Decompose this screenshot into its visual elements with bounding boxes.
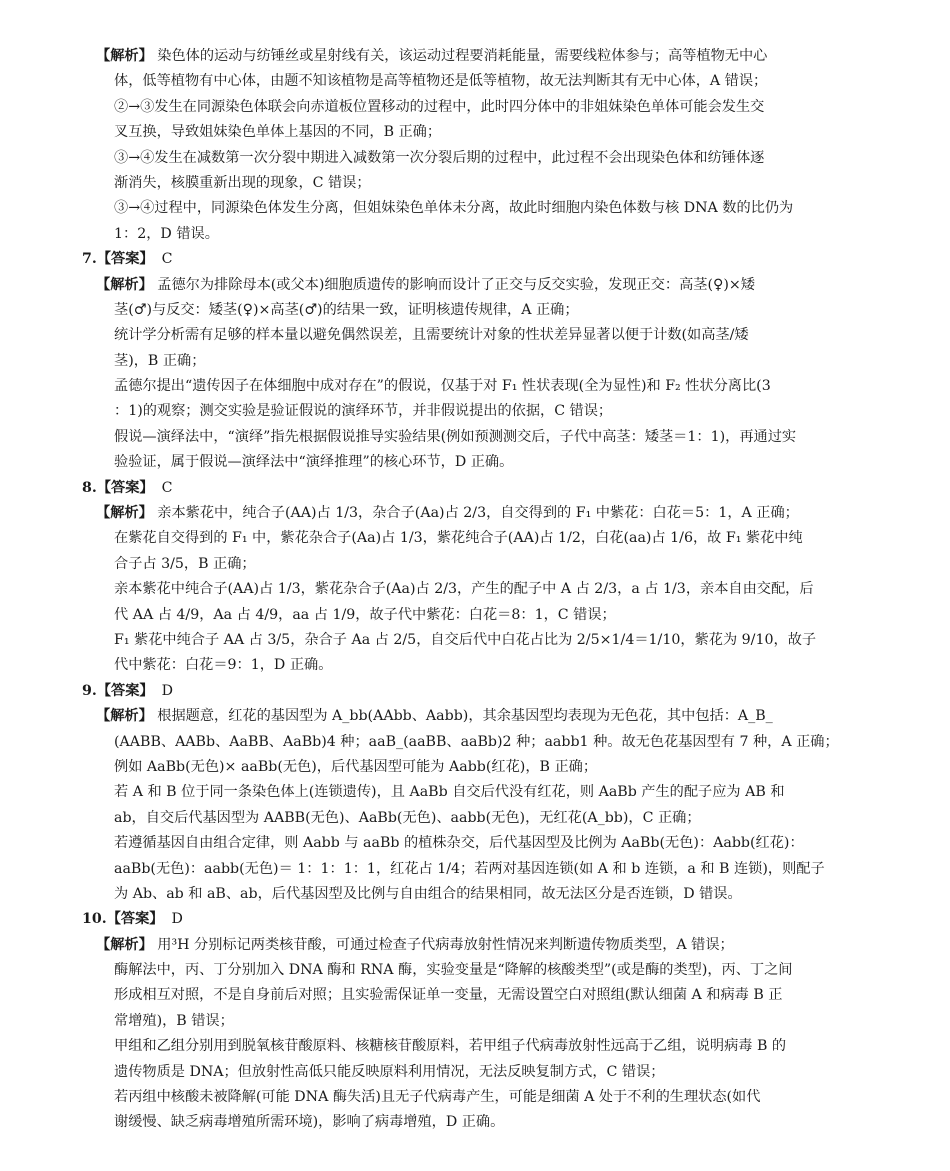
- text-line: 若 A 和 B 位于同一条染色体上(连锁遗传)，且 AaBb 自交后代没有红花，则 AaBb 产生的配子应为 AB 和: [114, 784, 785, 801]
- text-line: 亲本紫花中纯合子(AA)占 1/3，紫花杂合子(Aa)占 2/3，产生的配子中 A 占 2/3，a 占 1/3，亲本自由交配，后: [114, 581, 814, 598]
- text-line: 1：2，D 错误。: [114, 225, 219, 242]
- text-line: aaBb(无色)：aabb(无色)＝ 1：1：1：1，红花占 1/4；若两对基因连锁(如 A 和 b 连锁，a 和 B 连锁)，则配子: [114, 860, 825, 877]
- text-line: 合子占 3/5，B 正确；: [114, 555, 256, 572]
- text-line: 假说—演绎法中，“演绎”指先根据假说推导实验结果(例如预测测交后，子代中高茎：矮茎＝1：1)，再通过实: [114, 428, 797, 445]
- text-line: ③→④发生在减数第一次分裂中期进入减数第一次分裂后期的过程中，此过程不会出现染色体和纺锤体逐: [114, 149, 765, 166]
- question-number: 7.: [82, 251, 97, 268]
- analysis-line: [96, 933, 866, 958]
- analysis-tag: 【解析】: [96, 276, 153, 293]
- answer-choice: D: [171, 911, 183, 928]
- text-line: 渐消失，核膜重新出现的现象，C 错误；: [114, 174, 371, 191]
- analysis-text: 亲本紫花中，纯合子(AA)占 1/3，杂合子(Aa)占 2/3，自交得到的 F₁ 中紫花：白花＝5：1，A 正确；: [152, 505, 799, 522]
- analysis-text: 用³H 分别标记两类核苷酸，可通过检查子代病毒放射性情况来判断遗传物质类型，A 错误；: [152, 936, 734, 953]
- question-number: 8.: [82, 479, 97, 496]
- text-line: 茎(♂)与反交：矮茎(♀)×高茎(♂)的结果一致，证明核遗传规律，A 正确；: [114, 301, 579, 318]
- text-line: F₁ 紫花中纯合子 AA 占 3/5，杂合子 Aa 占 2/5，自交后代中白花占比为 2/5×1/4＝1/10，紫花为 9/10，故子: [114, 631, 817, 648]
- analysis-text: 孟德尔为排除母本(或父本)细胞质遗传的影响而设计了正交与反交实验，发现正交：高茎(♀)×矮: [152, 276, 755, 293]
- analysis-text: 染色体的运动与纺锤丝或星射线有关，该运动过程要消耗能量，需要线粒体参与；高等植物无中心: [152, 48, 768, 64]
- text-line: 例如 AaBb(无色)× aaBb(无色)，后代基因型可能为 Aabb(红花)，B 正确；: [114, 758, 598, 775]
- text-line: 酶解法中，丙、丁分别加入 DNA 酶和 RNA 酶，实验变量是“降解的核酸类型”(或是酶的类型)，丙、丁之间: [114, 962, 793, 979]
- answer-tag: 【答案】: [106, 911, 164, 928]
- question-answer-line: [82, 907, 866, 932]
- text-line: 茎)，B 正确；: [114, 352, 206, 369]
- question-answer-line: [82, 476, 866, 501]
- text-line: 孟德尔提出“遗传因子在体细胞中成对存在”的假说，仅基于对 F₁ 性状表现(全为显性)和 F₂ 性状分离比(3: [114, 378, 771, 395]
- text-line: ab，自交后代基因型为 AABB(无色)、AaBb(无色)、aabb(无色)，无红花(A_bb)，C 正确；: [114, 809, 701, 826]
- text-line: ③→④过程中，同源染色体发生分离，但姐妹染色单体未分离，故此时细胞内染色体数与核 DNA 数的比仍为: [114, 200, 794, 217]
- text-line: 常增殖)，B 错误；: [114, 1012, 234, 1029]
- text-line: 统计学分析需有足够的样本量以避免偶然误差，且需要统计对象的性状差异显著以便于计数(如高茎/矮: [114, 327, 749, 344]
- answer-explanation-page: [82, 44, 866, 1136]
- answer-choice: D: [161, 682, 173, 699]
- text-line: 若遵循基因自由组合定律，则 Aabb 与 aaBb 的植株杂交，后代基因型及比例为 AaBb(无色)：Aabb(红花)：: [114, 835, 804, 852]
- answer-tag: 【答案】: [96, 251, 154, 268]
- analysis-line: [96, 44, 866, 69]
- answer-choice: C: [161, 479, 173, 496]
- analysis-line: [96, 501, 866, 526]
- answer-choice: C: [161, 251, 173, 268]
- question-answer-line: [82, 679, 866, 704]
- text-line: 代 AA 占 4/9，Aa 占 4/9，aa 占 1/9，故子代中紫花：白花＝8：1，C 错误；: [114, 606, 616, 623]
- text-line: ②→③发生在同源染色体联会向赤道板位置移动的过程中，此时四分体中的非姐妹染色单体可能会发生交: [114, 98, 765, 115]
- text-line: ：1)的观察；测交实验是验证假说的演绎环节，并非假说提出的依据，C 错误；: [114, 403, 613, 420]
- question-number: 9.: [82, 682, 97, 699]
- text-line: (AABB、AABb、AaBB、AaBb)4 种；aaB_(aaBB、aaBb)2 种；aabb1 种。故无色花基因型有 7 种，A 正确；: [114, 733, 839, 750]
- text-line: 在紫花自交得到的 F₁ 中，紫花杂合子(Aa)占 1/3，紫花纯合子(AA)占 1/2，白花(aa)占 1/6，故 F₁ 紫花中纯: [114, 530, 803, 547]
- analysis-tag: 【解析】: [96, 48, 153, 64]
- analysis-line: [96, 273, 866, 298]
- analysis-tag: 【解析】: [96, 936, 153, 953]
- text-line: 若丙组中核酸未被降解(可能 DNA 酶失活)且无子代病毒产生，可能是细菌 A 处于不利的生理状态(如代: [114, 1089, 761, 1106]
- text-line: 为 Ab、ab 和 aB、ab，后代基因型及比例与自由组合的结果相同，故无法区分是否连锁，D 错误。: [114, 885, 742, 902]
- answer-tag: 【答案】: [96, 479, 154, 496]
- text-line: 叉互换，导致姐妹染色单体上基因的不同，B 正确；: [114, 124, 442, 141]
- answer-tag: 【答案】: [96, 682, 154, 699]
- text-line: 验验证，属于假说—演绎法中“演绎推理”的核心环节，D 正确。: [114, 454, 514, 471]
- text-line: 甲组和乙组分别用到脱氧核苷酸原料、核糖核苷酸原料，若甲组子代病毒放射性远高于乙组，说明病毒 B 的: [114, 1038, 787, 1055]
- text-line: 谢缓慢、缺乏病毒增殖所需环境)，影响了病毒增殖，D 正确。: [114, 1114, 505, 1131]
- analysis-text: 根据题意，红花的基因型为 A_bb(AAbb、Aabb)，其余基因型均表现为无色花，其中包括：A_B_: [152, 708, 773, 725]
- text-line: 形成相互对照，不是自身前后对照；且实验需保证单一变量，无需设置空白对照组(默认细菌 A 和病毒 B 正: [114, 987, 783, 1004]
- text-line: 代中紫花：白花＝9：1，D 正确。: [114, 657, 333, 674]
- question-answer-line: [82, 247, 866, 272]
- analysis-line: [96, 704, 866, 729]
- analysis-tag: 【解析】: [96, 505, 153, 522]
- question-number: 10.: [82, 911, 107, 928]
- text-line: 遗传物质是 DNA；但放射性高低只能反映原料利用情况，无法反映复制方式，C 错误；: [114, 1063, 665, 1080]
- text-line: 体，低等植物有中心体，由题不知该植物是高等植物还是低等植物，故无法判断其有无中心体，A 错误；: [114, 73, 768, 90]
- analysis-tag: 【解析】: [96, 708, 153, 725]
